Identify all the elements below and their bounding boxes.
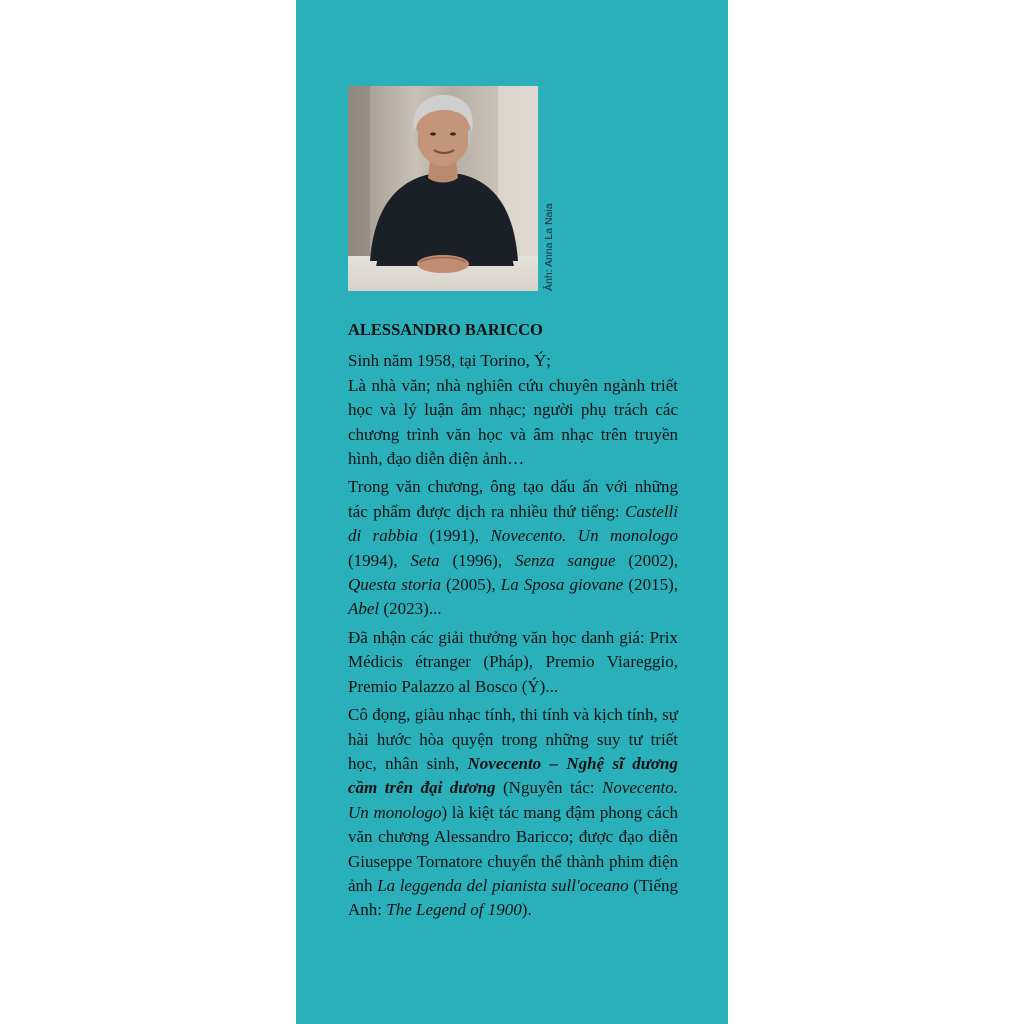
bio-paragraph-awards: Đã nhận các giải thưởng văn học danh giá: Prix Médicis étranger (Pháp), Premio Viareggio, Premio Palazzo al Bosco (Ý)... [348, 627, 678, 696]
bio-paragraph-novecento: Cô đọng, giàu nhạc tính, thi tính và kịch tính, sự hài hước hòa quyện trong những suy tư triết học, nhân sinh, Novecento – Nghệ sĩ dương cầm trên đại dương (Nguyên tác: Novecento. Un monologo) là kiệt tác mang đậm phong cách văn chương Alessandro Baricco; được đạo diễn Giuseppe Tornatore chuyển thể thành phim điện ảnh La leggenda del pianista sull'oceano (Tiếng Anh: The Legend of 1900). [348, 705, 679, 920]
book-back-cover-panel [296, 0, 728, 1024]
work-title: Seta [410, 550, 440, 570]
author-bio [348, 313, 678, 927]
work-title: Abel [348, 599, 380, 619]
book-title: Novecento – Nghệ sĩ dương cầm trên đại dương [348, 753, 679, 798]
author-name: ALESSANDRO BARICCO [348, 320, 543, 339]
bio-birth-line: Sinh năm 1958, tại Torino, Ý; [348, 351, 551, 371]
bio-paragraph-works: Trong văn chương, ông tạo dấu ấn với những tác phẩm được dịch ra nhiều thứ tiếng: Castelli di rabbia (1991), Novecento. Un monologo (1994), Seta (1996), Senza sangue (2002), Questa storia (2005), La Sposa giovane (2015), Abel (2023)... [348, 477, 679, 619]
bio-paragraph-1 [348, 349, 678, 471]
english-title: The Legend of 1900 [386, 900, 522, 920]
photo-credit: Ảnh: Anna La Naia [543, 203, 555, 291]
bio-profession-line: Là nhà văn; nhà nghiên cứu chuyên ngành triết học và lý luận âm nhạc; người phụ trách các chương trình văn học và âm nhạc trên truyền hình, đạo diễn điện ảnh… [348, 375, 678, 469]
work-title: Questa storia [348, 575, 441, 595]
author-photo [348, 86, 538, 291]
author-portrait-image [348, 86, 538, 291]
film-title: La leggenda del pianista sull'oceano [377, 875, 629, 895]
work-title: Castelli di rabbia [348, 501, 678, 546]
work-title: Novecento. Un monologo [490, 526, 678, 546]
work-title: Senza sangue [514, 550, 616, 570]
work-title: La Sposa giovane [500, 575, 624, 595]
original-title: Novecento. Un monologo [348, 778, 678, 822]
